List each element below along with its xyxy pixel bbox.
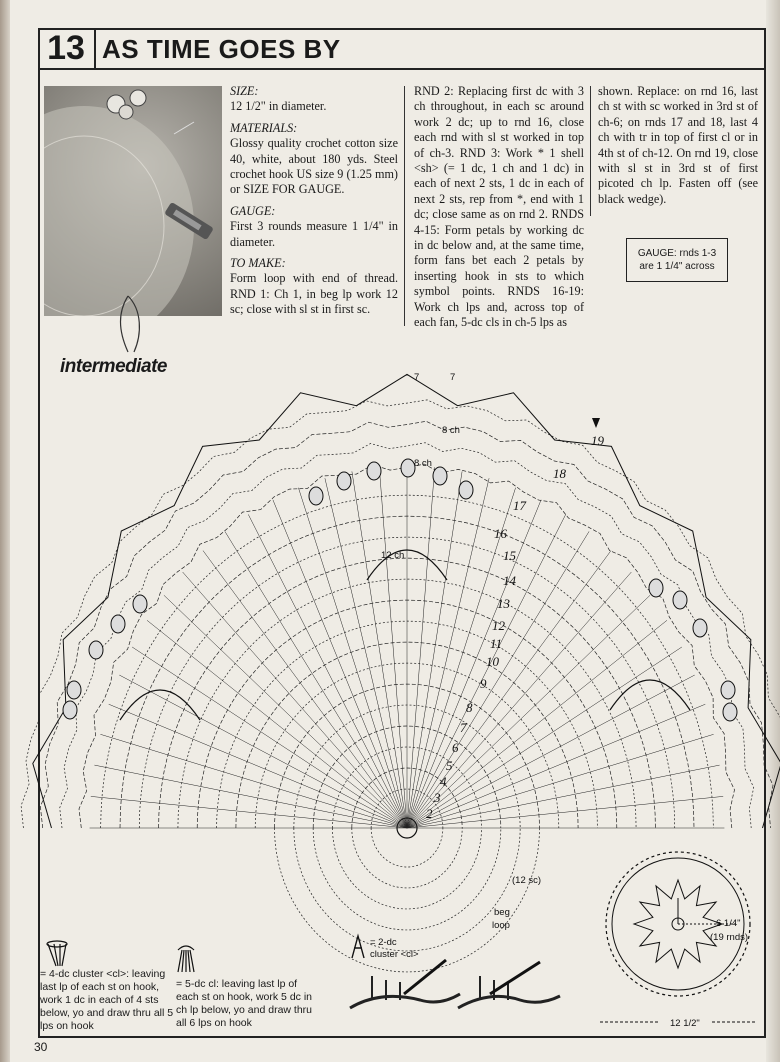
- top-mark: 7: [414, 372, 420, 383]
- page-number: 30: [34, 1040, 48, 1054]
- chart-spoke: [109, 704, 407, 828]
- beg-loop-label: loop: [492, 920, 510, 931]
- round-number-label: 6: [452, 740, 459, 755]
- cluster-bobble: [721, 681, 735, 699]
- round-number-label: 5: [446, 758, 453, 773]
- cluster-5-symbol-icon: [178, 946, 194, 972]
- round-number-label: 14: [503, 573, 516, 588]
- sc-12-label: (12 sc): [512, 875, 542, 886]
- round-number-label: 4: [440, 774, 447, 789]
- chart-spoke: [298, 488, 407, 828]
- size-schematic: [600, 852, 756, 1029]
- chart-spoke: [100, 734, 407, 828]
- round-numbers: [426, 433, 605, 821]
- skill-level-badge: intermediate: [60, 356, 167, 377]
- finishing-text: shown. Replace: on rnd 16, last ch st with sc worked in 3rd st of ch-6; on rnds 17 and 18, last 4 ch with tr in top of first cl or in 4th st of ch-12. On rnd 19, close with sl st in 3rd st of first picoted ch lp. Fasten off (see black wedge).: [598, 84, 758, 206]
- gauge-text: First 3 rounds measure 1 1/4" in diameter.: [230, 219, 398, 249]
- chart-spoke: [407, 675, 695, 828]
- materials-text: Glossy quality crochet cotton size 40, white, about 180 yds. Steel crochet hook US size 9 (1.25 mm) or SIZE FOR GAUGE.: [230, 136, 398, 197]
- gauge-box-line-2: are 1 1/4" across: [639, 261, 715, 272]
- cluster-bobble: [433, 467, 447, 485]
- round-number-label: 18: [553, 466, 566, 481]
- cluster-2-symbol-icon: [352, 936, 364, 958]
- cluster-bobble: [67, 681, 81, 699]
- chart-round-line: [332, 828, 481, 909]
- chart-round-line: [352, 828, 462, 888]
- to-make-text: Form loop with end of thread. RND 1: Ch 1, in beg lp work 12 sc; close with sl st in first sc.: [230, 271, 398, 317]
- dc2-cluster-label: = 2-dc: [370, 937, 397, 948]
- chart-round-line: [313, 828, 501, 930]
- doily-diagram: [21, 374, 780, 972]
- size-heading: SIZE:: [230, 84, 259, 98]
- hook-illustration-icon: [350, 960, 560, 1008]
- cluster-bobble: [337, 472, 351, 490]
- chart-labels: [370, 372, 541, 960]
- cluster-bobble: [367, 462, 381, 480]
- cluster-4-legend: = 4-dc cluster <cl>: leaving last lp of each st on hook, work 1 dc in each of 4 sts below, yo and draw thru all 5 lps on hook: [40, 968, 174, 1032]
- chart-spoke: [379, 467, 407, 828]
- petal-arch: [610, 680, 690, 710]
- cluster-bobble: [673, 591, 687, 609]
- chart-round-line: [371, 828, 443, 867]
- rounds-count-label: (19 rnds): [710, 932, 749, 943]
- cluster-bobble: [309, 487, 323, 505]
- fasten-off-wedge: [592, 418, 600, 428]
- chart-spoke: [407, 478, 489, 828]
- round-number-label: 16: [494, 526, 507, 541]
- chart-spoke: [248, 514, 407, 828]
- beg-loop-label: beg: [494, 907, 510, 918]
- dc2-cluster-label: cluster <cl>: [370, 949, 419, 960]
- pattern-title: AS TIME GOES BY: [102, 34, 341, 64]
- round-number-label: 9: [480, 676, 487, 691]
- round-number-label: 2: [426, 806, 433, 821]
- chart-spoke: [91, 796, 407, 828]
- diameter-label: 12 1/2": [670, 1018, 700, 1029]
- cluster-bobble: [459, 481, 473, 499]
- cluster-bobble: [401, 459, 415, 477]
- to-make-heading: TO MAKE:: [230, 256, 286, 271]
- cluster-5-legend: = 5-dc cl: leaving last lp of each st on hook, work 5 dc in ch lp below, yo and draw thru all 6 lps on hook: [176, 978, 312, 1029]
- gauge-box-line-1: GAUGE: rnds 1-3: [637, 248, 717, 259]
- pattern-number: 13: [38, 28, 96, 68]
- cluster-bobble: [649, 579, 663, 597]
- round-number-label: 15: [503, 548, 516, 563]
- chart-spoke: [119, 675, 407, 828]
- round-number-label: 8: [466, 700, 473, 715]
- round-number-label: 11: [490, 636, 503, 651]
- gauge-heading: GAUGE:: [230, 203, 276, 218]
- cluster-4-symbol-icon: [47, 941, 67, 966]
- cluster-bobble: [693, 619, 707, 637]
- rounds-2-19-text: RND 2: Replacing first dc with 3 ch throughout, in each sc around work 2 dc; up to rnd 16, close each rnd with sl st worked in top of ch-3. RND 3: Work * 1 shell <sh> (= 1 dc, 1 ch and 1 dc) in each of next 2 sts, 1 dc in each of next 2 sts, rep from *, end with 1 dc; close same as on rnd 2. RNDS 4-15: Form petals by working dc in dc below and, at the same time, form fans bet each 2 petals by inserting hook in sts to which symbol points. RNDS 16-19: Work ch lps and, across top of each fan, 5-dc cls in ch-5 lps as: [414, 84, 584, 330]
- chart-spoke: [325, 478, 407, 828]
- round-number-label: 17: [513, 498, 526, 513]
- petal-arch: [120, 690, 200, 720]
- chart-spoke: [407, 500, 541, 828]
- round-number-label: 13: [497, 596, 510, 611]
- chart-round-line: [40, 421, 773, 828]
- chart-spoke: [407, 514, 566, 828]
- size-text: 12 1/2" in diameter.: [230, 99, 327, 114]
- cluster-bobble: [723, 703, 737, 721]
- round-number-label: 12: [492, 618, 505, 633]
- chain-8-label: 8 ch: [442, 425, 460, 436]
- chart-round-line: [21, 400, 780, 828]
- materials-heading: MATERIALS:: [230, 120, 298, 135]
- cluster-bobble: [63, 701, 77, 719]
- cluster-bobble: [111, 615, 125, 633]
- round-number-label: 7: [460, 720, 467, 735]
- cluster-bobble: [133, 595, 147, 613]
- cherry-stem-icon: [121, 296, 140, 352]
- cluster-bobble: [89, 641, 103, 659]
- top-mark: 7: [450, 372, 456, 383]
- radius-label: 6 1/4": [716, 918, 741, 929]
- round-number-label: 10: [486, 654, 499, 669]
- round-number-label: 19: [591, 433, 604, 448]
- chain-8-label: 8 ch: [414, 458, 432, 469]
- chart-round-line: [294, 828, 520, 951]
- chain-12-label: 12 ch: [381, 550, 405, 561]
- chart-spoke: [407, 796, 723, 828]
- round-number-label: 3: [434, 790, 441, 805]
